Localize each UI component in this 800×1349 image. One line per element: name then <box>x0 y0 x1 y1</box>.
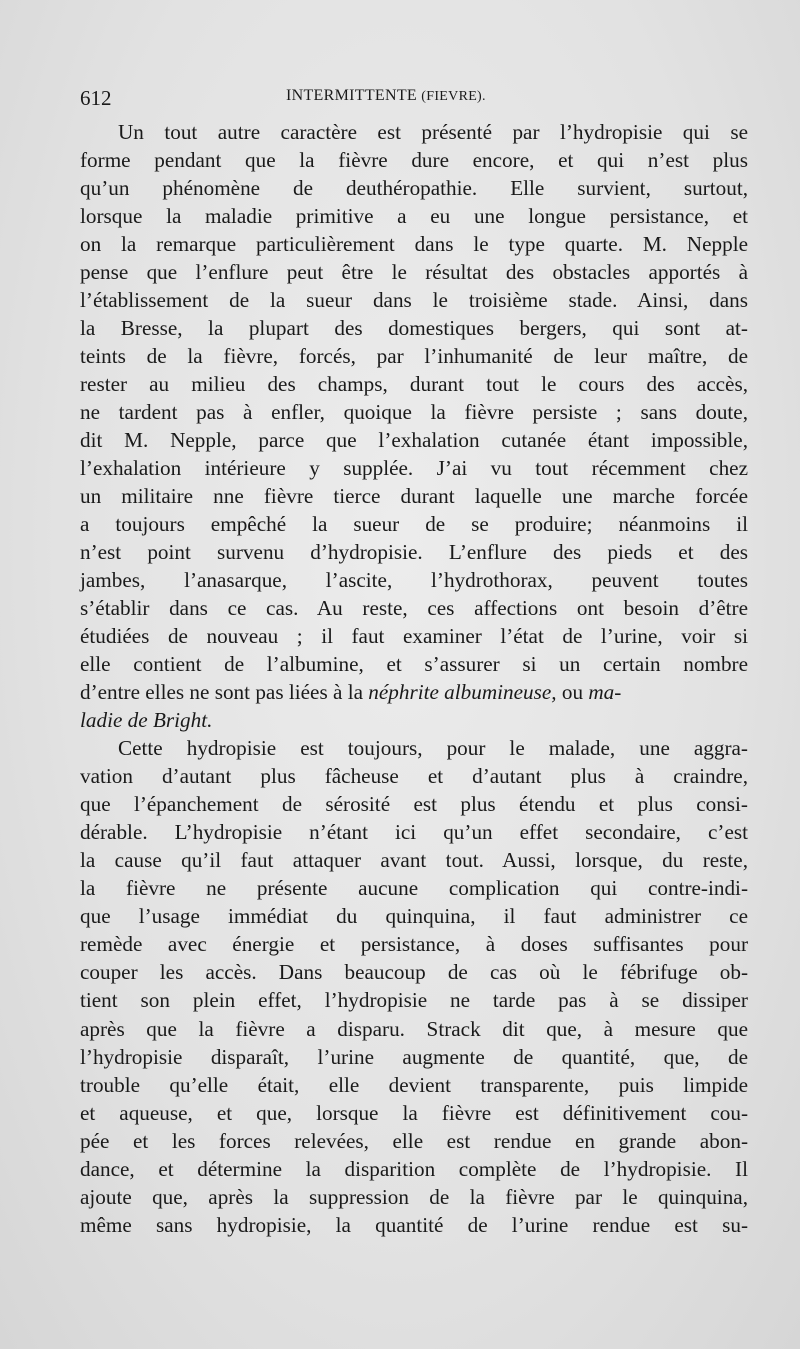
text-line: que l’usage immédiat du quinquina, il faut administrer ce <box>80 904 748 929</box>
text-line: s’établir dans ce cas. Au reste, ces affections ont besoin d’être <box>80 596 748 621</box>
text-line: pée et les forces relevées, elle est rendue en grande abon- <box>80 1128 748 1153</box>
text-line: la fièvre ne présente aucune complication qui contre-indi- <box>80 876 748 901</box>
text-line: l’exhalation intérieure y supplée. J’ai vu tout récemment chez <box>80 456 748 481</box>
page-header <box>80 86 748 116</box>
paragraph-1 <box>80 118 748 678</box>
text-line: jambes, l’anasarque, l’ascite, l’hydrothorax, peuvent toutes <box>80 568 748 593</box>
text-line: la cause qu’il faut attaquer avant tout. Aussi, lorsque, du reste, <box>80 848 748 873</box>
page-number: 612 <box>80 86 112 110</box>
text-line: Cette hydropisie est toujours, pour le malade, une aggra- <box>118 736 748 761</box>
italic-term: néphrite albumineuse, <box>368 680 557 705</box>
text-line: lorsque la maladie primitive a eu une longue persistance, et <box>80 204 748 229</box>
text-line: étudiées de nouveau ; il faut examiner l’état de l’urine, voir si <box>80 624 748 649</box>
text-line: elle contient de l’albumine, et s’assurer si un certain nombre <box>80 652 748 677</box>
text-line: pense que l’enflure peut être le résultat des obstacles apportés à <box>80 260 748 285</box>
text-line: tient son plein effet, l’hydropisie ne tarde pas à se dissiper <box>80 988 748 1013</box>
text-line: dérable. L’hydropisie n’étant ici qu’un effet secondaire, c’est <box>80 820 748 845</box>
text-line: et aqueuse, et que, lorsque la fièvre est définitivement cou- <box>80 1100 748 1125</box>
text-line: la Bresse, la plupart des domestiques bergers, qui sont at- <box>80 316 748 341</box>
text-line: Un tout autre caractère est présenté par l’hydropisie qui se <box>118 120 748 144</box>
text-line: qu’un phénomène de deuthéropathie. Elle survient, surtout, <box>80 176 748 201</box>
text-line: après que la fièvre a disparu. Strack dit que, à mesure que <box>80 1016 748 1041</box>
text-line: remède avec énergie et persistance, à doses suffisantes pour <box>80 932 748 957</box>
text-line: que l’épanchement de sérosité est plus étendu et plus consi- <box>80 792 748 817</box>
text-line: couper les accès. Dans beaucoup de cas où le fébrifuge ob- <box>80 960 748 985</box>
text-line: forme pendant que la fièvre dure encore, et qui n’est plus <box>80 148 748 173</box>
text-line: teints de la fièvre, forcés, par l’inhumanité de leur maître, de <box>80 344 748 369</box>
running-head <box>286 87 486 105</box>
text-line: l’hydropisie disparaît, l’urine augmente de quantité, que, de <box>80 1044 748 1069</box>
body-text <box>80 118 748 1239</box>
italic-term: ladie de Bright. <box>80 708 213 733</box>
text-line: ne tardent pas à enfler, quoique la fièvre persiste ; sans doute, <box>80 400 748 425</box>
text-line: dit M. Nepple, parce que l’exhalation cutanée étant impossible, <box>80 428 748 453</box>
text-line <box>80 706 748 734</box>
text-line: vation d’autant plus fâcheuse et d’autant plus à craindre, <box>80 764 748 789</box>
text-line: l’établissement de la sueur dans le troisième stade. Ainsi, dans <box>80 288 748 313</box>
text-line: un militaire nne fièvre tierce durant laquelle une marche forcée <box>80 484 748 509</box>
text-line: on la remarque particulièrement dans le type quarte. M. Nepple <box>80 232 748 257</box>
text-line: n’est point survenu d’hydropisie. L’enflure des pieds et des <box>80 540 748 565</box>
text-line: trouble qu’elle était, elle devient transparente, puis limpide <box>80 1072 748 1097</box>
running-head-sub: (FIEVRE). <box>421 89 486 104</box>
text-line <box>80 678 748 706</box>
italic-term: ma- <box>588 680 622 705</box>
text-line: dance, et détermine la disparition complète de l’hydropisie. Il <box>80 1156 748 1181</box>
running-head-main: INTERMITTENTE <box>286 87 417 104</box>
text-line: rester au milieu des champs, durant tout le cours des accès, <box>80 372 748 397</box>
paragraph-2 <box>80 734 748 1238</box>
text-line: ajoute que, après la suppression de la fièvre par le quinquina, <box>80 1184 748 1209</box>
text-segment: d’entre elles ne sont pas liées à la <box>80 680 369 705</box>
text-line: a toujours empêché la sueur de se produire; néanmoins il <box>80 512 748 537</box>
text-segment: ou <box>556 680 589 705</box>
text-line: même sans hydropisie, la quantité de l’urine rendue est su- <box>80 1212 748 1237</box>
